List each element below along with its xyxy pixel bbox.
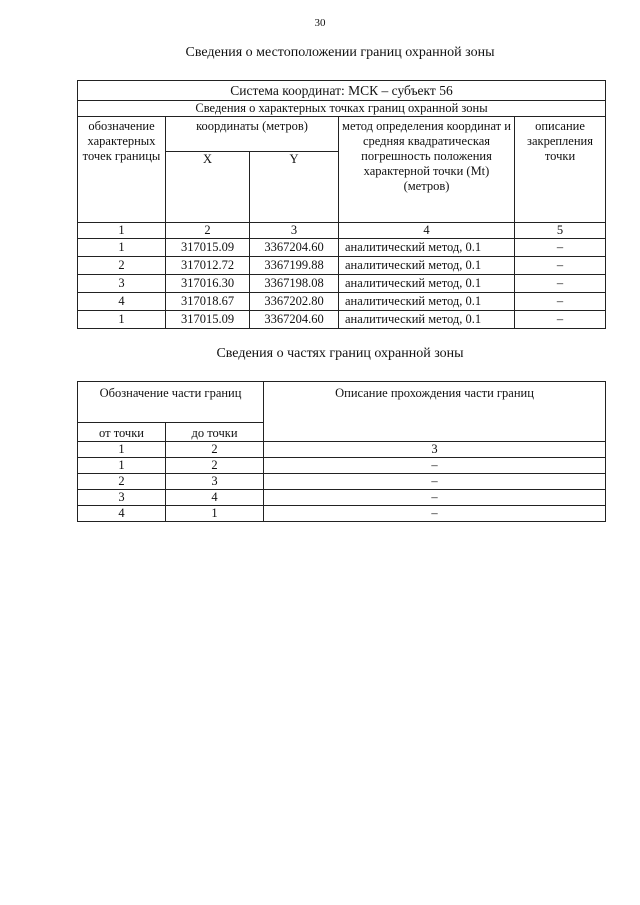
point-cell: 4 — [78, 293, 166, 311]
table-row — [78, 257, 606, 275]
header-fixing: описание закрепления точки — [515, 117, 606, 223]
header-y: Y — [250, 152, 339, 223]
header-part-designation: Обозначение части границ — [78, 382, 264, 423]
method-cell: аналитический метод, 0.1 — [339, 311, 515, 329]
header-x: X — [166, 152, 250, 223]
y-cell: 3367202.80 — [250, 293, 339, 311]
method-cell: аналитический метод, 0.1 — [339, 257, 515, 275]
point-cell: 3 — [78, 275, 166, 293]
y-cell: 3367204.60 — [250, 239, 339, 257]
to-cell: 3 — [166, 474, 264, 490]
y-cell: 3367199.88 — [250, 257, 339, 275]
to-cell: 2 — [166, 458, 264, 474]
boundary-points-table — [77, 80, 606, 329]
header-from-point: от точки — [78, 423, 166, 442]
column-number: 2 — [166, 223, 250, 239]
header-description-spacer — [264, 423, 606, 442]
to-cell: 4 — [166, 490, 264, 506]
from-cell: 1 — [78, 458, 166, 474]
fixing-cell: – — [515, 257, 606, 275]
point-cell: 1 — [78, 311, 166, 329]
table-row — [78, 239, 606, 257]
header-point-designation: обозначение характерных точек границы — [78, 117, 166, 223]
coordinate-system-label: Система координат: МСК – субъект 56 — [78, 81, 606, 101]
fixing-cell: – — [515, 293, 606, 311]
column-number: 3 — [250, 223, 339, 239]
header-description: Описание прохождения части границ — [264, 382, 606, 423]
fixing-cell: – — [515, 311, 606, 329]
column-number: 5 — [515, 223, 606, 239]
table-row — [78, 458, 606, 474]
header-coordinates: координаты (метров) — [166, 117, 339, 152]
y-cell: 3367198.08 — [250, 275, 339, 293]
page-number: 30 — [314, 17, 326, 29]
column-number: 3 — [264, 442, 606, 458]
column-number: 4 — [339, 223, 515, 239]
x-cell: 317016.30 — [166, 275, 250, 293]
x-cell: 317015.09 — [166, 311, 250, 329]
table-row — [78, 293, 606, 311]
fixing-cell: – — [515, 275, 606, 293]
description-cell: – — [264, 458, 606, 474]
point-cell: 1 — [78, 239, 166, 257]
from-cell: 3 — [78, 490, 166, 506]
x-cell: 317012.72 — [166, 257, 250, 275]
column-number: 1 — [78, 442, 166, 458]
to-cell: 1 — [166, 506, 264, 522]
method-cell: аналитический метод, 0.1 — [339, 239, 515, 257]
column-number: 1 — [78, 223, 166, 239]
column-number: 2 — [166, 442, 264, 458]
table-row — [78, 490, 606, 506]
description-cell: – — [264, 490, 606, 506]
method-cell: аналитический метод, 0.1 — [339, 275, 515, 293]
y-cell: 3367204.60 — [250, 311, 339, 329]
x-cell: 317015.09 — [166, 239, 250, 257]
table-row — [78, 275, 606, 293]
method-cell: аналитический метод, 0.1 — [339, 293, 515, 311]
point-cell: 2 — [78, 257, 166, 275]
fixing-cell: – — [515, 239, 606, 257]
from-cell: 4 — [78, 506, 166, 522]
section-title-parts: Сведения о частях границ охранной зоны — [216, 346, 464, 361]
points-heading: Сведения о характерных точках границ охранной зоны — [78, 101, 606, 117]
table-row — [78, 311, 606, 329]
description-cell: – — [264, 474, 606, 490]
column-numbers-row — [78, 223, 606, 239]
header-to-point: до точки — [166, 423, 264, 442]
section-title-boundaries: Сведения о местоположении границ охранной зоны — [185, 45, 495, 60]
table-row — [78, 474, 606, 490]
x-cell: 317018.67 — [166, 293, 250, 311]
column-numbers-row — [78, 442, 606, 458]
header-method: метод определения координат и средняя квадратическая погрешность положения характерной точки (Mt) (метров) — [339, 117, 515, 223]
description-cell: – — [264, 506, 606, 522]
table-row — [78, 506, 606, 522]
boundary-parts-table — [77, 381, 606, 522]
from-cell: 2 — [78, 474, 166, 490]
